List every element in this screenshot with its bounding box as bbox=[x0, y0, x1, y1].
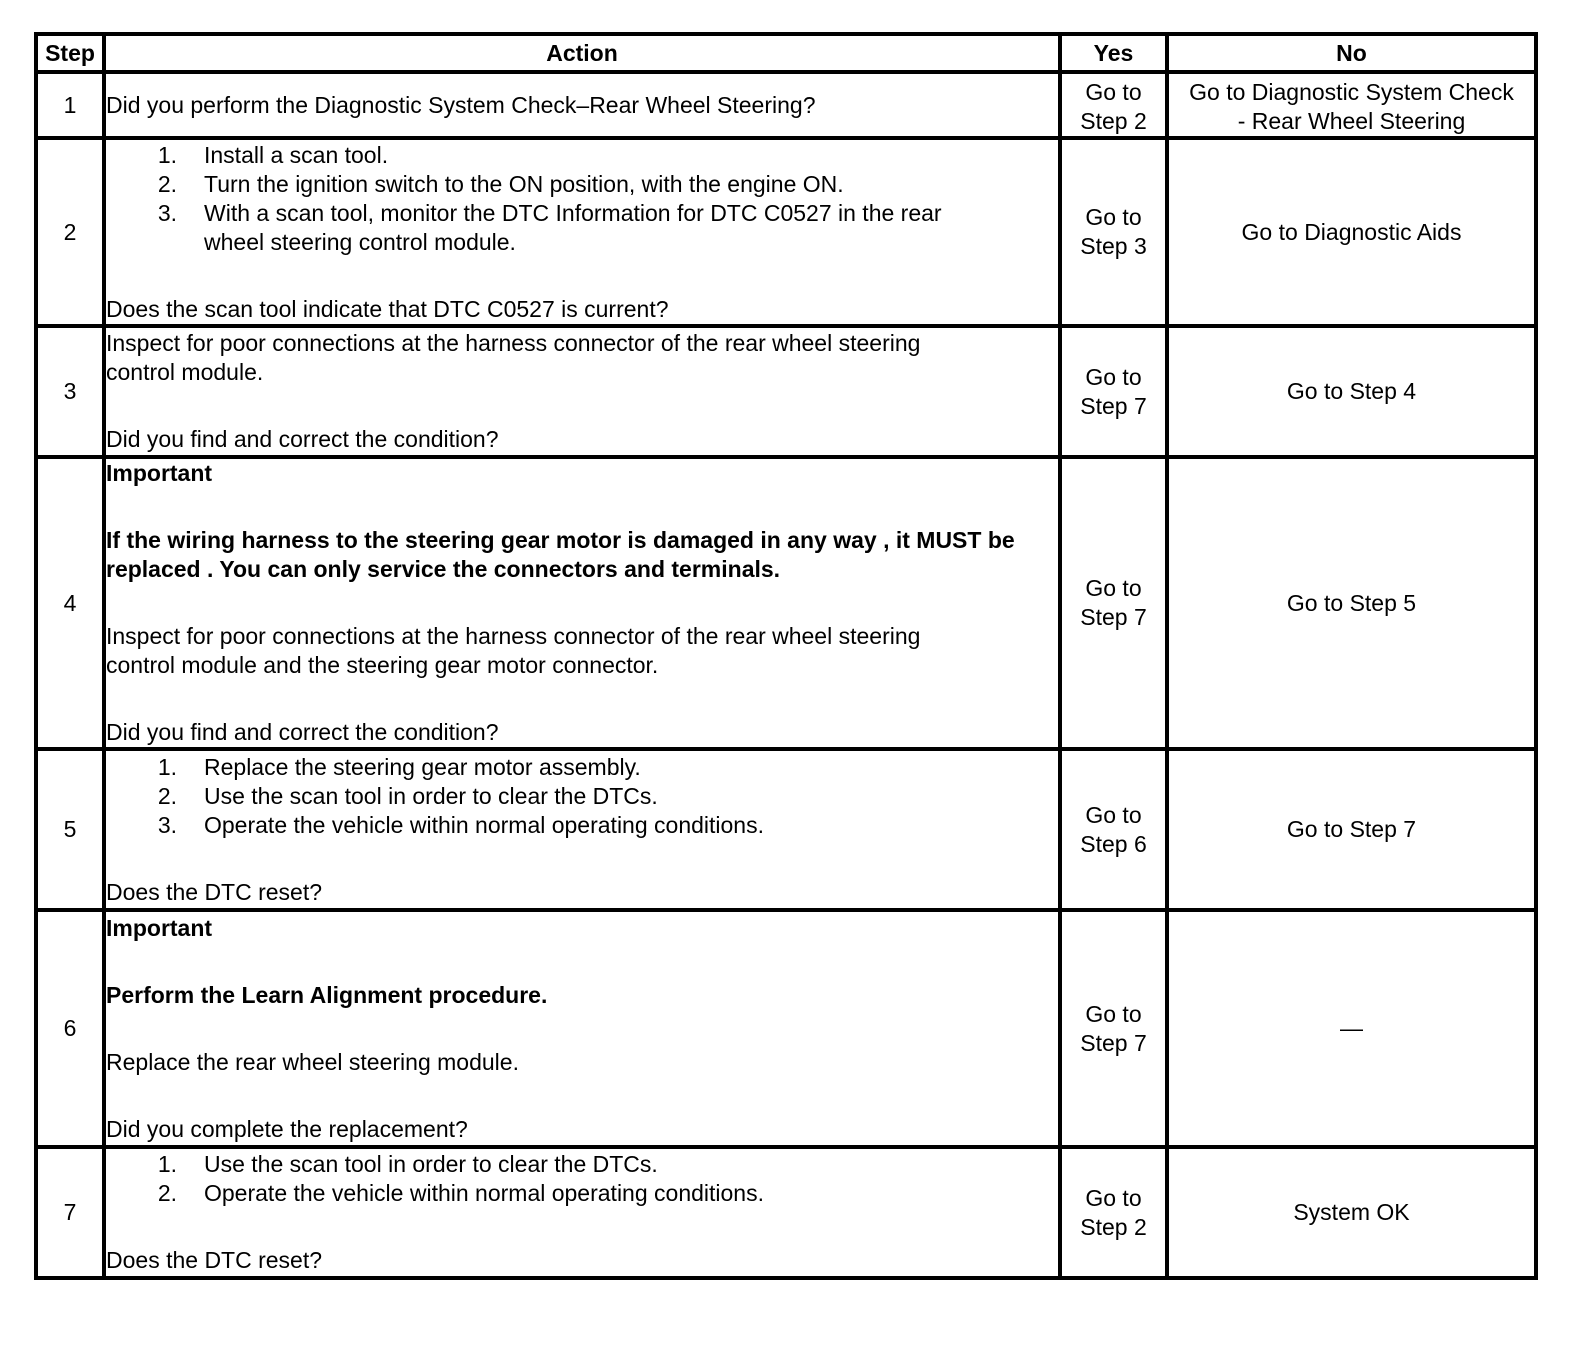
table-row bbox=[36, 749, 1536, 910]
list-text: Operate the vehicle within normal operating conditions. bbox=[204, 811, 764, 838]
yes-line: Step 7 bbox=[1080, 604, 1147, 630]
list-text: Use the scan tool in order to clear the DTCs. bbox=[204, 1151, 658, 1177]
action-question: Did you perform the Diagnostic System Check–Rear Wheel Steering? bbox=[106, 91, 816, 118]
list-text: With a scan tool, monitor the DTC Information for DTC C0527 in the rear wheel steering control module. bbox=[204, 199, 942, 255]
yes-cell bbox=[1060, 1147, 1167, 1278]
no-cell bbox=[1167, 72, 1536, 138]
list-text: Turn the ignition switch to the ON position, with the engine ON. bbox=[204, 170, 844, 197]
yes-line: Step 2 bbox=[1080, 108, 1147, 134]
list-item bbox=[106, 170, 1058, 199]
yes-line: Step 6 bbox=[1080, 830, 1147, 857]
important-warning: If the wiring harness to the steering gear motor is damaged in any way , it MUST be replaced . You can only service the connectors and terminals. bbox=[106, 527, 1015, 582]
important-warning: Perform the Learn Alignment procedure. bbox=[106, 981, 548, 1008]
header-step: Step bbox=[36, 34, 104, 72]
procedure-list bbox=[106, 1150, 1058, 1208]
list-item bbox=[106, 1179, 1058, 1208]
action-cell bbox=[104, 138, 1060, 326]
table-row bbox=[36, 1147, 1536, 1278]
list-number: 2. bbox=[157, 170, 177, 197]
list-text: Operate the vehicle within normal operating conditions. bbox=[204, 1180, 764, 1206]
yes-line: Go to bbox=[1085, 363, 1142, 390]
action-question: Did you find and correct the condition? bbox=[106, 426, 499, 452]
yes-line: Go to bbox=[1085, 1184, 1142, 1211]
step-number: 7 bbox=[36, 1147, 104, 1278]
list-number: 3. bbox=[157, 199, 177, 226]
table-row bbox=[36, 910, 1536, 1147]
yes-cell bbox=[1060, 326, 1167, 457]
yes-line: Step 3 bbox=[1080, 233, 1147, 259]
no-cell: Go to Step 7 bbox=[1167, 749, 1536, 910]
list-item bbox=[106, 199, 1058, 257]
action-question: Did you complete the replacement? bbox=[106, 1115, 468, 1142]
list-text: Install a scan tool. bbox=[204, 141, 389, 168]
list-number: 1. bbox=[157, 753, 177, 780]
table-row bbox=[36, 72, 1536, 138]
list-number: 2. bbox=[157, 782, 177, 809]
action-question: Does the scan tool indicate that DTC C0527 is current? bbox=[106, 295, 669, 322]
action-question: Did you find and correct the condition? bbox=[106, 719, 499, 745]
action-cell bbox=[104, 910, 1060, 1147]
list-number: 3. bbox=[157, 811, 177, 838]
step-number: 3 bbox=[36, 326, 104, 457]
list-item bbox=[106, 1150, 1058, 1179]
table-row bbox=[36, 326, 1536, 457]
header-yes: Yes bbox=[1060, 34, 1167, 72]
no-cell: Go to Diagnostic Aids bbox=[1167, 138, 1536, 326]
step-number: 1 bbox=[36, 72, 104, 138]
list-text: Use the scan tool in order to clear the DTCs. bbox=[204, 782, 658, 809]
table-row bbox=[36, 138, 1536, 326]
yes-cell bbox=[1060, 749, 1167, 910]
diagnostic-table bbox=[34, 32, 1538, 1280]
table-row bbox=[36, 457, 1536, 749]
yes-cell bbox=[1060, 138, 1167, 326]
important-label: Important bbox=[106, 914, 213, 941]
list-item bbox=[106, 811, 1058, 840]
yes-cell bbox=[1060, 457, 1167, 749]
step-number: 5 bbox=[36, 749, 104, 910]
no-cell: Go to Step 5 bbox=[1167, 457, 1536, 749]
yes-cell bbox=[1060, 910, 1167, 1147]
list-number: 1. bbox=[157, 1151, 177, 1177]
action-text: Inspect for poor connections at the harness connector of the rear wheel steering control module and the steering gear motor connector. bbox=[106, 623, 921, 678]
header-no: No bbox=[1167, 34, 1536, 72]
important-label: Important bbox=[106, 460, 213, 486]
step-number: 2 bbox=[36, 138, 104, 326]
list-item bbox=[106, 141, 1058, 170]
action-text: Inspect for poor connections at the harness connector of the rear wheel steering control module. bbox=[106, 330, 921, 385]
yes-line: Go to bbox=[1085, 1000, 1142, 1027]
action-cell bbox=[104, 1147, 1060, 1278]
action-cell bbox=[104, 457, 1060, 749]
procedure-list bbox=[106, 141, 1058, 257]
action-question: Does the DTC reset? bbox=[106, 1247, 323, 1273]
action-text: Replace the rear wheel steering module. bbox=[106, 1048, 519, 1075]
yes-line: Go to bbox=[1085, 204, 1142, 230]
step-number: 6 bbox=[36, 910, 104, 1147]
yes-line: Step 2 bbox=[1080, 1213, 1147, 1240]
header-action: Action bbox=[104, 34, 1060, 72]
list-number: 1. bbox=[157, 141, 177, 168]
action-cell bbox=[104, 749, 1060, 910]
no-cell: System OK bbox=[1167, 1147, 1536, 1278]
list-item bbox=[106, 753, 1058, 782]
yes-line: Go to bbox=[1085, 801, 1142, 828]
yes-line: Step 7 bbox=[1080, 392, 1147, 419]
action-question: Does the DTC reset? bbox=[106, 878, 323, 905]
yes-line: Go to bbox=[1085, 575, 1142, 601]
yes-cell bbox=[1060, 72, 1167, 138]
procedure-list bbox=[106, 753, 1058, 840]
list-item bbox=[106, 782, 1058, 811]
action-cell bbox=[104, 72, 1060, 138]
list-text: Replace the steering gear motor assembly. bbox=[204, 753, 641, 780]
no-cell: Go to Step 4 bbox=[1167, 326, 1536, 457]
table-header-row bbox=[36, 34, 1536, 72]
no-line: Go to Diagnostic System Check bbox=[1189, 79, 1514, 105]
no-cell: — bbox=[1167, 910, 1536, 1147]
step-number: 4 bbox=[36, 457, 104, 749]
list-number: 2. bbox=[157, 1180, 177, 1206]
action-cell bbox=[104, 326, 1060, 457]
yes-line: Go to bbox=[1085, 79, 1142, 105]
yes-line: Step 7 bbox=[1080, 1029, 1147, 1056]
no-line: - Rear Wheel Steering bbox=[1237, 108, 1466, 134]
